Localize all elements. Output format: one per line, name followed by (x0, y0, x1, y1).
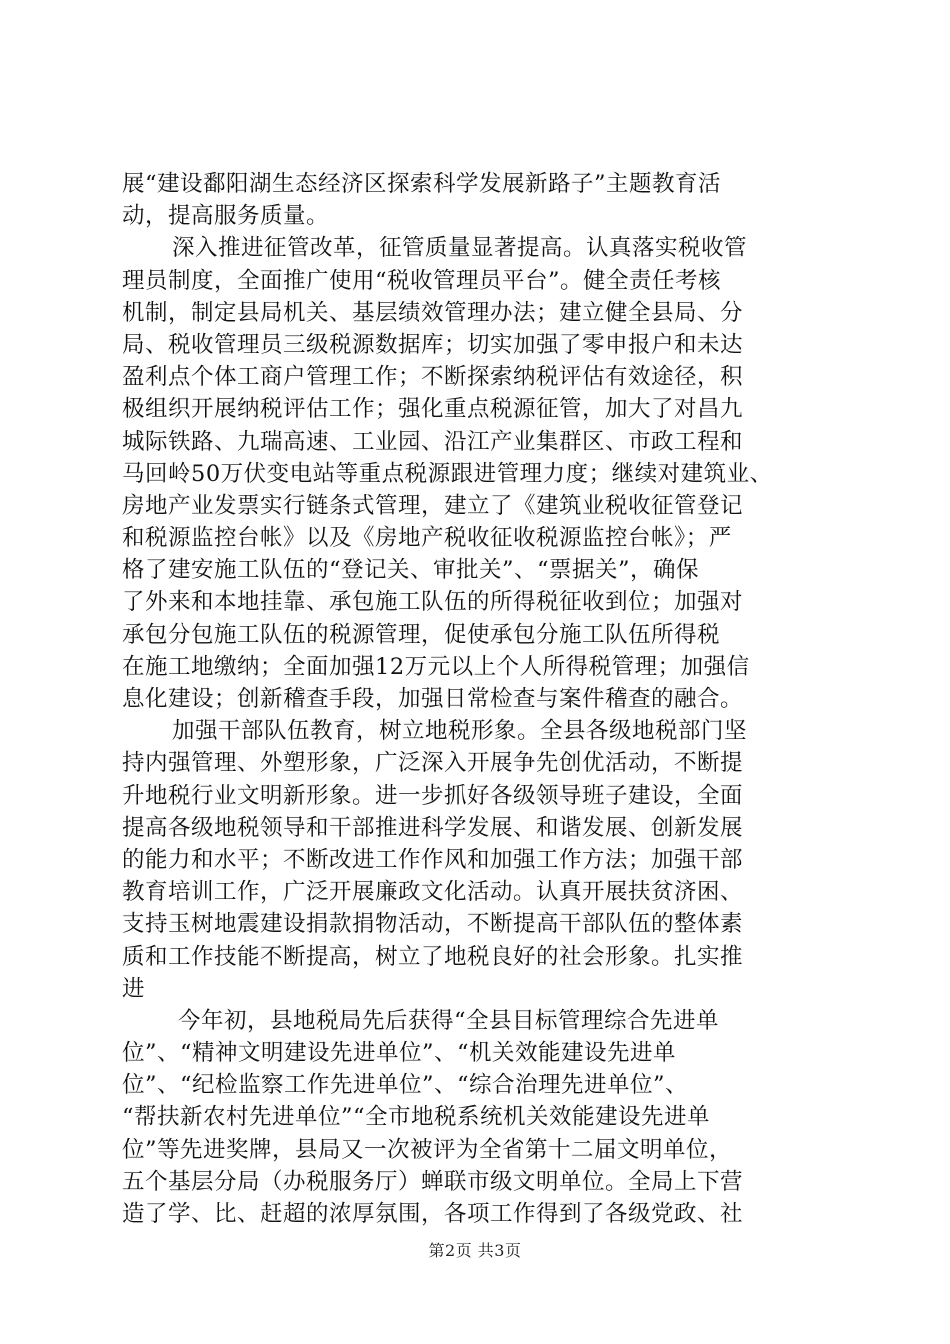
page-number-footer: 第2页 共3页 (428, 1241, 522, 1260)
text-line: 质和工作技能不断提高，树立了地税良好的社会形象。扎实推 (122, 943, 744, 970)
text-line: 机制，制定县局机关、基层绩效管理办法；建立健全县局、分 (122, 299, 744, 326)
text-line: 五个基层分局（办税服务厅）蝉联市级文明单位。全局上下营 (122, 1168, 744, 1195)
paragraph-start-line: 今年初，县地税局先后获得“全县目标管理综合先进单 (178, 1007, 720, 1034)
text-line: “帮扶新农村先进单位”“全市地税系统机关效能建设先进单 (122, 1104, 711, 1131)
text-line: 动，提高服务质量。 (122, 203, 330, 230)
text-line: 位”、“精神文明建设先进单位”、“机关效能建设先进单 (122, 1040, 677, 1067)
text-line: 进 (122, 975, 146, 1002)
text-line: 和税源监控台帐》以及《房地产税收征收税源监控台帐》；严 (122, 525, 732, 552)
text-line: 在施工地缴纳；全面加强12万元以上个人所得税管理；加强信 (122, 653, 750, 680)
paragraph-start-line: 深入推进征管改革，征管质量显著提高。认真落实税收管 (172, 235, 748, 262)
text-line: 局、税收管理员三级税源数据库；切实加强了零申报户和未达 (122, 331, 744, 358)
paragraph-start-line: 加强干部队伍教育，树立地税形象。全县各级地税部门坚 (172, 718, 748, 745)
text-line: 升地税行业文明新形象。进一步抓好各级领导班子建设，全面 (122, 782, 744, 809)
text-line: 位”等先进奖牌，县局又一次被评为全省第十二届文明单位， (122, 1136, 733, 1163)
text-line: 提高各级地税领导和干部推进科学发展、和谐发展、创新发展 (122, 814, 744, 841)
text-line: 城际铁路、九瑞高速、工业园、沿江产业集群区、市政工程和 (122, 428, 744, 455)
text-line: 极组织开展纳税评估工作；强化重点税源征管，加大了对昌九 (122, 396, 744, 423)
text-line: 息化建设；创新稽查手段，加强日常检查与案件稽查的融合。 (122, 686, 744, 712)
text-line: 承包分包施工队伍的税源管理，促使承包分施工队伍所得税 (122, 621, 721, 648)
text-line: 持内强管理、外塑形象，广泛深入开展争先创优活动，不断提 (122, 750, 744, 777)
text-line: 盈利点个体工商户管理工作；不断探索纳税评估有效途径，积 (122, 364, 744, 391)
text-line: 位”、“纪检监察工作先进单位”、“综合治理先进单位”、 (122, 1072, 689, 1099)
text-line: 了外来和本地挂靠、承包施工队伍的所得税征收到位；加强对 (122, 589, 744, 616)
text-line: 造了学、比、赶超的浓厚氛围，各项工作得到了各级党政、社 (122, 1201, 744, 1227)
document-body (122, 168, 834, 1230)
text-line: 格了建安施工队伍的“登记关、审批关”、“票据关”，确保 (122, 557, 700, 584)
text-line: 教育培训工作，广泛开展廉政文化活动。认真开展扶贫济困、 (122, 879, 744, 906)
text-line: 房地产业发票实行链条式管理，建立了《建筑业税收征管登记 (122, 492, 744, 519)
text-line: 的能力和水平；不断改进工作作风和加强工作方法；加强干部 (122, 846, 744, 873)
text-line: 展“建设鄱阳湖生态经济区探索科学发展新路子”主题教育活 (122, 171, 722, 197)
text-line: 马回岭50万伏变电站等重点税源跟进管理力度；继续对建筑业、 (122, 460, 773, 487)
text-line: 理员制度，全面推广使用“税收管理员平台”。健全责任考核 (122, 267, 722, 294)
text-line: 支持玉树地震建设捐款捐物活动，不断提高干部队伍的整体素 (122, 911, 744, 938)
